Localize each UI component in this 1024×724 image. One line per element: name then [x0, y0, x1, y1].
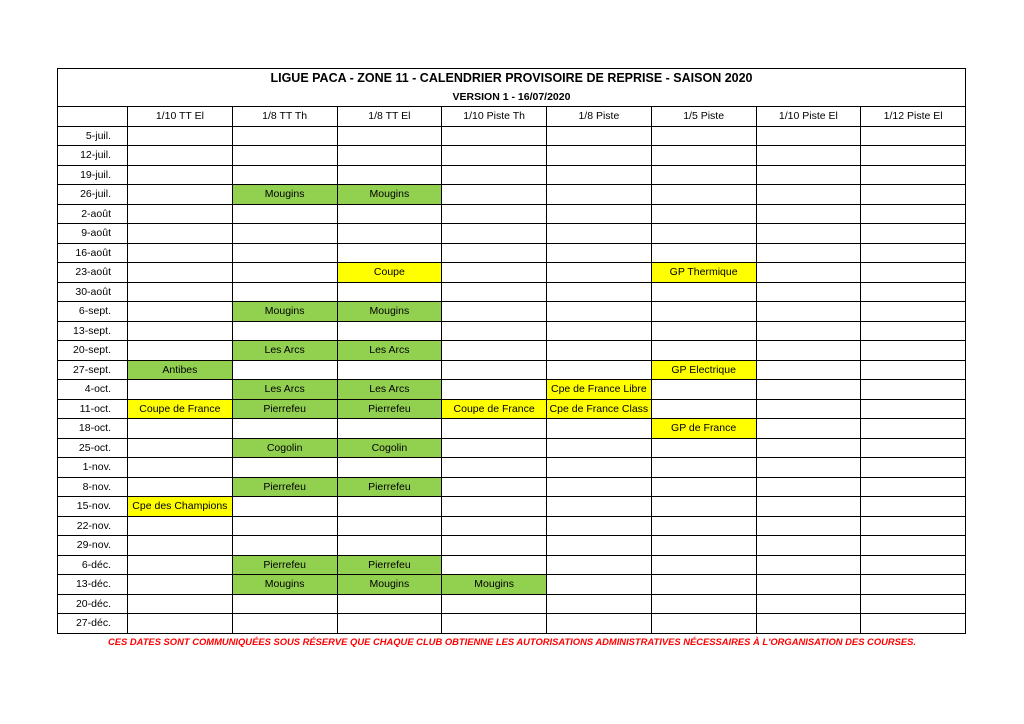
empty-cell [756, 282, 861, 302]
empty-cell [756, 477, 861, 497]
empty-cell [547, 263, 652, 283]
empty-cell [651, 321, 756, 341]
table-row [58, 419, 966, 439]
empty-cell [651, 536, 756, 556]
empty-cell [547, 282, 652, 302]
empty-cell [861, 185, 966, 205]
empty-cell [861, 458, 966, 478]
table-row [58, 321, 966, 341]
empty-cell [547, 126, 652, 146]
empty-cell [232, 458, 337, 478]
event-cell: Coupe de France [128, 399, 233, 419]
empty-cell [232, 146, 337, 166]
table-row [58, 224, 966, 244]
event-cell: Mougins [232, 302, 337, 322]
empty-cell [547, 594, 652, 614]
date-cell: 2-août [58, 204, 128, 224]
date-cell: 19-juil. [58, 165, 128, 185]
empty-cell [861, 477, 966, 497]
empty-cell [128, 477, 233, 497]
empty-cell [861, 126, 966, 146]
date-cell: 20-déc. [58, 594, 128, 614]
empty-cell [337, 282, 442, 302]
empty-cell [861, 146, 966, 166]
date-cell: 15-nov. [58, 497, 128, 517]
empty-cell [442, 165, 547, 185]
column-header: 1/10 Piste El [756, 107, 861, 127]
date-cell: 30-août [58, 282, 128, 302]
empty-cell [128, 438, 233, 458]
empty-cell [442, 536, 547, 556]
event-cell: Mougins [232, 575, 337, 595]
empty-cell [442, 555, 547, 575]
calendar-sheet [57, 68, 965, 634]
empty-cell [442, 146, 547, 166]
empty-cell [861, 263, 966, 283]
date-cell: 9-août [58, 224, 128, 244]
empty-cell [547, 321, 652, 341]
empty-cell [232, 321, 337, 341]
empty-cell [128, 516, 233, 536]
empty-cell [547, 204, 652, 224]
empty-cell [547, 243, 652, 263]
empty-cell [442, 302, 547, 322]
empty-cell [128, 302, 233, 322]
empty-cell [861, 341, 966, 361]
table-row [58, 380, 966, 400]
empty-cell [651, 516, 756, 536]
empty-cell [651, 204, 756, 224]
date-cell: 25-oct. [58, 438, 128, 458]
date-cell: 26-juil. [58, 185, 128, 205]
column-header: 1/10 Piste Th [442, 107, 547, 127]
empty-cell [128, 419, 233, 439]
empty-cell [337, 204, 442, 224]
empty-cell [232, 204, 337, 224]
empty-cell [756, 185, 861, 205]
empty-cell [547, 458, 652, 478]
empty-cell [232, 594, 337, 614]
event-cell: Les Arcs [337, 341, 442, 361]
empty-cell [232, 419, 337, 439]
event-cell: Cpe de France Libre [547, 380, 652, 400]
date-cell: 11-oct. [58, 399, 128, 419]
empty-cell [128, 185, 233, 205]
empty-cell [128, 126, 233, 146]
event-cell: Les Arcs [337, 380, 442, 400]
empty-cell [861, 614, 966, 634]
empty-cell [232, 263, 337, 283]
table-row [58, 204, 966, 224]
empty-cell [232, 165, 337, 185]
empty-cell [651, 594, 756, 614]
empty-cell [442, 126, 547, 146]
empty-cell [128, 243, 233, 263]
empty-cell [232, 243, 337, 263]
empty-cell [651, 146, 756, 166]
empty-cell [861, 516, 966, 536]
empty-cell [651, 282, 756, 302]
empty-cell [756, 263, 861, 283]
column-header: 1/5 Piste [651, 107, 756, 127]
empty-cell [651, 185, 756, 205]
sheet-title: LIGUE PACA - ZONE 11 - CALENDRIER PROVISOIRE DE REPRISE - SAISON 2020 [58, 69, 966, 89]
empty-cell [861, 497, 966, 517]
empty-cell [337, 497, 442, 517]
disclaimer-note: CES DATES SONT COMMUNIQUÉES SOUS RÉSERVE QUE CHAQUE CLUB OBTIENNE LES AUTORISATIONS ADMINISTRATIVES NÉCESSAIRES À L'ORGANISATION DES COURSES. [107, 636, 917, 647]
date-cell: 4-oct. [58, 380, 128, 400]
table-row [58, 360, 966, 380]
empty-cell [547, 419, 652, 439]
date-cell: 29-nov. [58, 536, 128, 556]
column-header: 1/8 Piste [547, 107, 652, 127]
empty-cell [337, 458, 442, 478]
empty-cell [128, 614, 233, 634]
empty-cell [442, 458, 547, 478]
table-row [58, 555, 966, 575]
empty-cell [651, 477, 756, 497]
empty-cell [128, 282, 233, 302]
empty-cell [756, 458, 861, 478]
sheet-version: VERSION 1 - 16/07/2020 [58, 88, 966, 107]
empty-cell [861, 243, 966, 263]
column-header: 1/10 TT El [128, 107, 233, 127]
table-row [58, 497, 966, 517]
empty-cell [756, 321, 861, 341]
table-row [58, 536, 966, 556]
empty-cell [547, 341, 652, 361]
date-cell: 6-sept. [58, 302, 128, 322]
empty-cell [547, 575, 652, 595]
date-cell: 16-août [58, 243, 128, 263]
date-cell: 13-sept. [58, 321, 128, 341]
table-row [58, 282, 966, 302]
empty-cell [442, 594, 547, 614]
column-header-row [58, 107, 966, 127]
empty-cell [547, 185, 652, 205]
empty-cell [651, 438, 756, 458]
empty-cell [651, 380, 756, 400]
empty-cell [442, 477, 547, 497]
event-cell: Coupe de France [442, 399, 547, 419]
empty-cell [442, 419, 547, 439]
date-cell: 27-déc. [58, 614, 128, 634]
table-row [58, 516, 966, 536]
column-header: 1/8 TT El [337, 107, 442, 127]
empty-cell [442, 360, 547, 380]
empty-cell [128, 165, 233, 185]
empty-cell [651, 555, 756, 575]
empty-cell [861, 360, 966, 380]
empty-cell [128, 555, 233, 575]
table-row [58, 302, 966, 322]
table-row [58, 614, 966, 634]
empty-cell [651, 126, 756, 146]
empty-cell [442, 185, 547, 205]
event-cell: Mougins [337, 302, 442, 322]
empty-cell [861, 438, 966, 458]
empty-cell [128, 380, 233, 400]
event-cell: Cogolin [232, 438, 337, 458]
column-header: 1/8 TT Th [232, 107, 337, 127]
event-cell: Les Arcs [232, 341, 337, 361]
date-cell: 20-sept. [58, 341, 128, 361]
empty-cell [861, 282, 966, 302]
event-cell: GP Electrique [651, 360, 756, 380]
empty-cell [756, 165, 861, 185]
empty-cell [547, 302, 652, 322]
date-cell: 18-oct. [58, 419, 128, 439]
table-row [58, 575, 966, 595]
empty-cell [756, 224, 861, 244]
empty-cell [442, 263, 547, 283]
empty-cell [128, 224, 233, 244]
empty-cell [337, 165, 442, 185]
event-cell: Mougins [442, 575, 547, 595]
empty-cell [651, 224, 756, 244]
empty-cell [128, 594, 233, 614]
empty-cell [547, 165, 652, 185]
event-cell: Pierrefeu [232, 555, 337, 575]
empty-cell [128, 458, 233, 478]
empty-cell [547, 516, 652, 536]
empty-cell [756, 575, 861, 595]
empty-cell [337, 243, 442, 263]
empty-cell [547, 477, 652, 497]
empty-cell [756, 497, 861, 517]
empty-cell [756, 594, 861, 614]
empty-cell [442, 282, 547, 302]
empty-cell [861, 165, 966, 185]
empty-cell [337, 360, 442, 380]
empty-cell [337, 614, 442, 634]
empty-cell [442, 243, 547, 263]
empty-cell [232, 282, 337, 302]
empty-cell [442, 438, 547, 458]
empty-cell [442, 516, 547, 536]
event-cell: Cpe des Champions [128, 497, 233, 517]
empty-cell [442, 497, 547, 517]
empty-cell [547, 614, 652, 634]
event-cell: Pierrefeu [232, 477, 337, 497]
empty-cell [442, 614, 547, 634]
empty-cell [337, 146, 442, 166]
date-cell: 27-sept. [58, 360, 128, 380]
empty-cell [128, 263, 233, 283]
empty-cell [756, 204, 861, 224]
date-cell: 8-nov. [58, 477, 128, 497]
empty-cell [547, 360, 652, 380]
table-row [58, 146, 966, 166]
table-row [58, 594, 966, 614]
empty-cell [756, 438, 861, 458]
event-cell: Les Arcs [232, 380, 337, 400]
event-cell: Pierrefeu [337, 555, 442, 575]
empty-cell [756, 360, 861, 380]
date-cell: 22-nov. [58, 516, 128, 536]
empty-cell [128, 146, 233, 166]
date-cell: 6-déc. [58, 555, 128, 575]
empty-cell [128, 575, 233, 595]
table-row [58, 341, 966, 361]
empty-cell [442, 341, 547, 361]
empty-cell [651, 165, 756, 185]
table-row [58, 185, 966, 205]
empty-cell [232, 614, 337, 634]
empty-cell [756, 380, 861, 400]
empty-cell [337, 126, 442, 146]
event-cell: Mougins [337, 185, 442, 205]
empty-cell [442, 224, 547, 244]
empty-cell [337, 594, 442, 614]
empty-cell [547, 146, 652, 166]
empty-cell [337, 224, 442, 244]
empty-cell [232, 224, 337, 244]
empty-cell [232, 126, 337, 146]
table-row [58, 438, 966, 458]
empty-cell [128, 321, 233, 341]
empty-cell [442, 204, 547, 224]
event-cell: Mougins [337, 575, 442, 595]
table-row [58, 477, 966, 497]
header-corner-cell [58, 107, 128, 127]
empty-cell [337, 419, 442, 439]
empty-cell [756, 516, 861, 536]
empty-cell [651, 341, 756, 361]
empty-cell [756, 146, 861, 166]
empty-cell [756, 302, 861, 322]
empty-cell [232, 516, 337, 536]
event-cell: Pierrefeu [337, 399, 442, 419]
empty-cell [861, 536, 966, 556]
empty-cell [756, 614, 861, 634]
table-row [58, 126, 966, 146]
date-cell: 13-déc. [58, 575, 128, 595]
empty-cell [442, 380, 547, 400]
empty-cell [861, 555, 966, 575]
empty-cell [756, 341, 861, 361]
calendar-table [57, 68, 966, 634]
empty-cell [861, 321, 966, 341]
column-header: 1/12 Piste El [861, 107, 966, 127]
event-cell: GP de France [651, 419, 756, 439]
empty-cell [861, 302, 966, 322]
event-cell: Antibes [128, 360, 233, 380]
empty-cell [861, 399, 966, 419]
empty-cell [861, 204, 966, 224]
empty-cell [128, 536, 233, 556]
empty-cell [651, 614, 756, 634]
empty-cell [756, 536, 861, 556]
empty-cell [547, 438, 652, 458]
event-cell: Pierrefeu [232, 399, 337, 419]
empty-cell [547, 497, 652, 517]
event-cell: Cogolin [337, 438, 442, 458]
empty-cell [756, 555, 861, 575]
empty-cell [651, 243, 756, 263]
empty-cell [232, 497, 337, 517]
empty-cell [861, 594, 966, 614]
date-cell: 5-juil. [58, 126, 128, 146]
empty-cell [651, 302, 756, 322]
empty-cell [128, 204, 233, 224]
empty-cell [337, 516, 442, 536]
empty-cell [651, 399, 756, 419]
empty-cell [756, 419, 861, 439]
empty-cell [442, 321, 547, 341]
empty-cell [651, 458, 756, 478]
empty-cell [232, 536, 337, 556]
empty-cell [651, 497, 756, 517]
empty-cell [337, 321, 442, 341]
date-cell: 12-juil. [58, 146, 128, 166]
date-cell: 1-nov. [58, 458, 128, 478]
empty-cell [756, 399, 861, 419]
empty-cell [547, 224, 652, 244]
event-cell: Cpe de France Class [547, 399, 652, 419]
table-row [58, 243, 966, 263]
event-cell: Mougins [232, 185, 337, 205]
empty-cell [861, 380, 966, 400]
date-cell: 23-août [58, 263, 128, 283]
event-cell: GP Thermique [651, 263, 756, 283]
empty-cell [861, 224, 966, 244]
empty-cell [547, 536, 652, 556]
empty-cell [861, 575, 966, 595]
empty-cell [547, 555, 652, 575]
event-cell: Pierrefeu [337, 477, 442, 497]
empty-cell [756, 243, 861, 263]
empty-cell [232, 360, 337, 380]
empty-cell [337, 536, 442, 556]
table-row [58, 458, 966, 478]
empty-cell [861, 419, 966, 439]
table-row [58, 165, 966, 185]
table-row [58, 263, 966, 283]
event-cell: Coupe [337, 263, 442, 283]
empty-cell [128, 341, 233, 361]
empty-cell [756, 126, 861, 146]
empty-cell [651, 575, 756, 595]
table-row [58, 399, 966, 419]
